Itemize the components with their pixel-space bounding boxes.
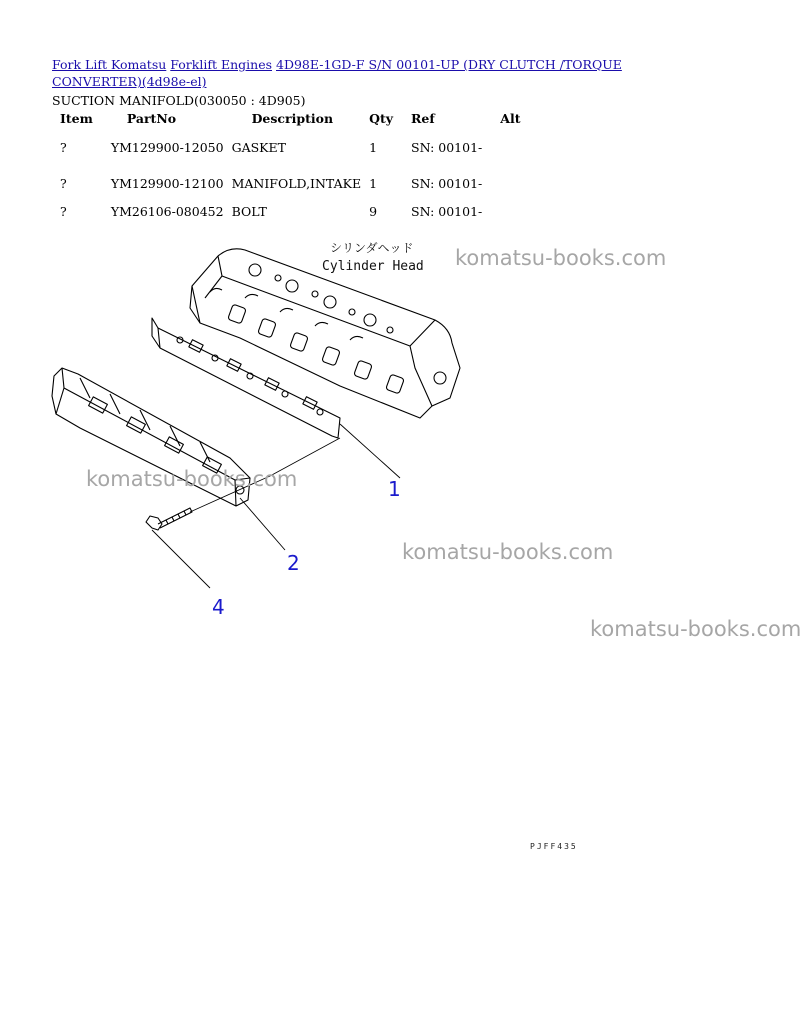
row-alt <box>486 136 524 172</box>
drawing-code: PJFF435 <box>530 842 578 851</box>
row-description: BOLT <box>231 204 267 219</box>
header-description: Description <box>251 111 334 126</box>
row-alt <box>486 200 524 228</box>
cylinder-head-jp-label: シリンダヘッド <box>330 241 414 255</box>
breadcrumb-link-model[interactable]: 4D98E-1GD-F S/N 00101-UP (DRY CLUTCH /TORQUE CONVERTER)(4d98e-el) <box>52 57 622 89</box>
row-partno: YM26106-080452 <box>110 204 224 219</box>
breadcrumb-link-forklift-engines[interactable]: Forklift Engines <box>170 57 273 72</box>
row-partno: YM129900-12100 <box>110 176 224 191</box>
cylinder-head-en-label: Cylinder Head <box>322 259 424 274</box>
watermark: komatsu-books.com <box>86 467 298 491</box>
watermark: komatsu-books.com <box>402 540 614 564</box>
breadcrumb <box>52 56 652 90</box>
row-alt <box>486 172 524 200</box>
header-ref: Ref <box>411 111 435 126</box>
section-title: SUCTION MANIFOLD(030050 : 4D905) <box>52 93 306 108</box>
row-item: ? <box>60 204 67 219</box>
row-qty: 1 <box>369 140 378 155</box>
table-row <box>52 172 524 200</box>
row-ref: SN: 00101- <box>411 140 483 155</box>
row-description: MANIFOLD,INTAKE <box>231 176 362 191</box>
row-item: ? <box>60 176 67 191</box>
parts-table <box>52 108 524 228</box>
row-qty: 1 <box>369 176 378 191</box>
header-alt: Alt <box>500 111 521 126</box>
callout-4: 4 <box>212 595 225 619</box>
table-row <box>52 200 524 228</box>
bolt-drawing <box>146 508 192 530</box>
intake-manifold-drawing <box>52 368 250 506</box>
watermark: komatsu-books.com <box>455 246 667 270</box>
watermark: komatsu-books.com <box>590 617 801 641</box>
row-ref: SN: 00101- <box>411 176 483 191</box>
row-item: ? <box>60 140 67 155</box>
row-ref: SN: 00101- <box>411 204 483 219</box>
header-qty: Qty <box>369 111 394 126</box>
callout-1: 1 <box>388 477 401 501</box>
callout-2: 2 <box>287 551 300 575</box>
header-item: Item <box>60 111 93 126</box>
table-header-row <box>52 108 524 136</box>
row-qty: 9 <box>369 204 378 219</box>
breadcrumb-link-fork-lift-komatsu[interactable]: Fork Lift Komatsu <box>52 57 167 72</box>
cylinder-head-drawing <box>190 249 460 418</box>
table-row <box>52 136 524 172</box>
row-description: GASKET <box>231 140 286 155</box>
parts-diagram <box>40 228 640 628</box>
header-partno: PartNo <box>126 111 177 126</box>
row-partno: YM129900-12050 <box>110 140 224 155</box>
